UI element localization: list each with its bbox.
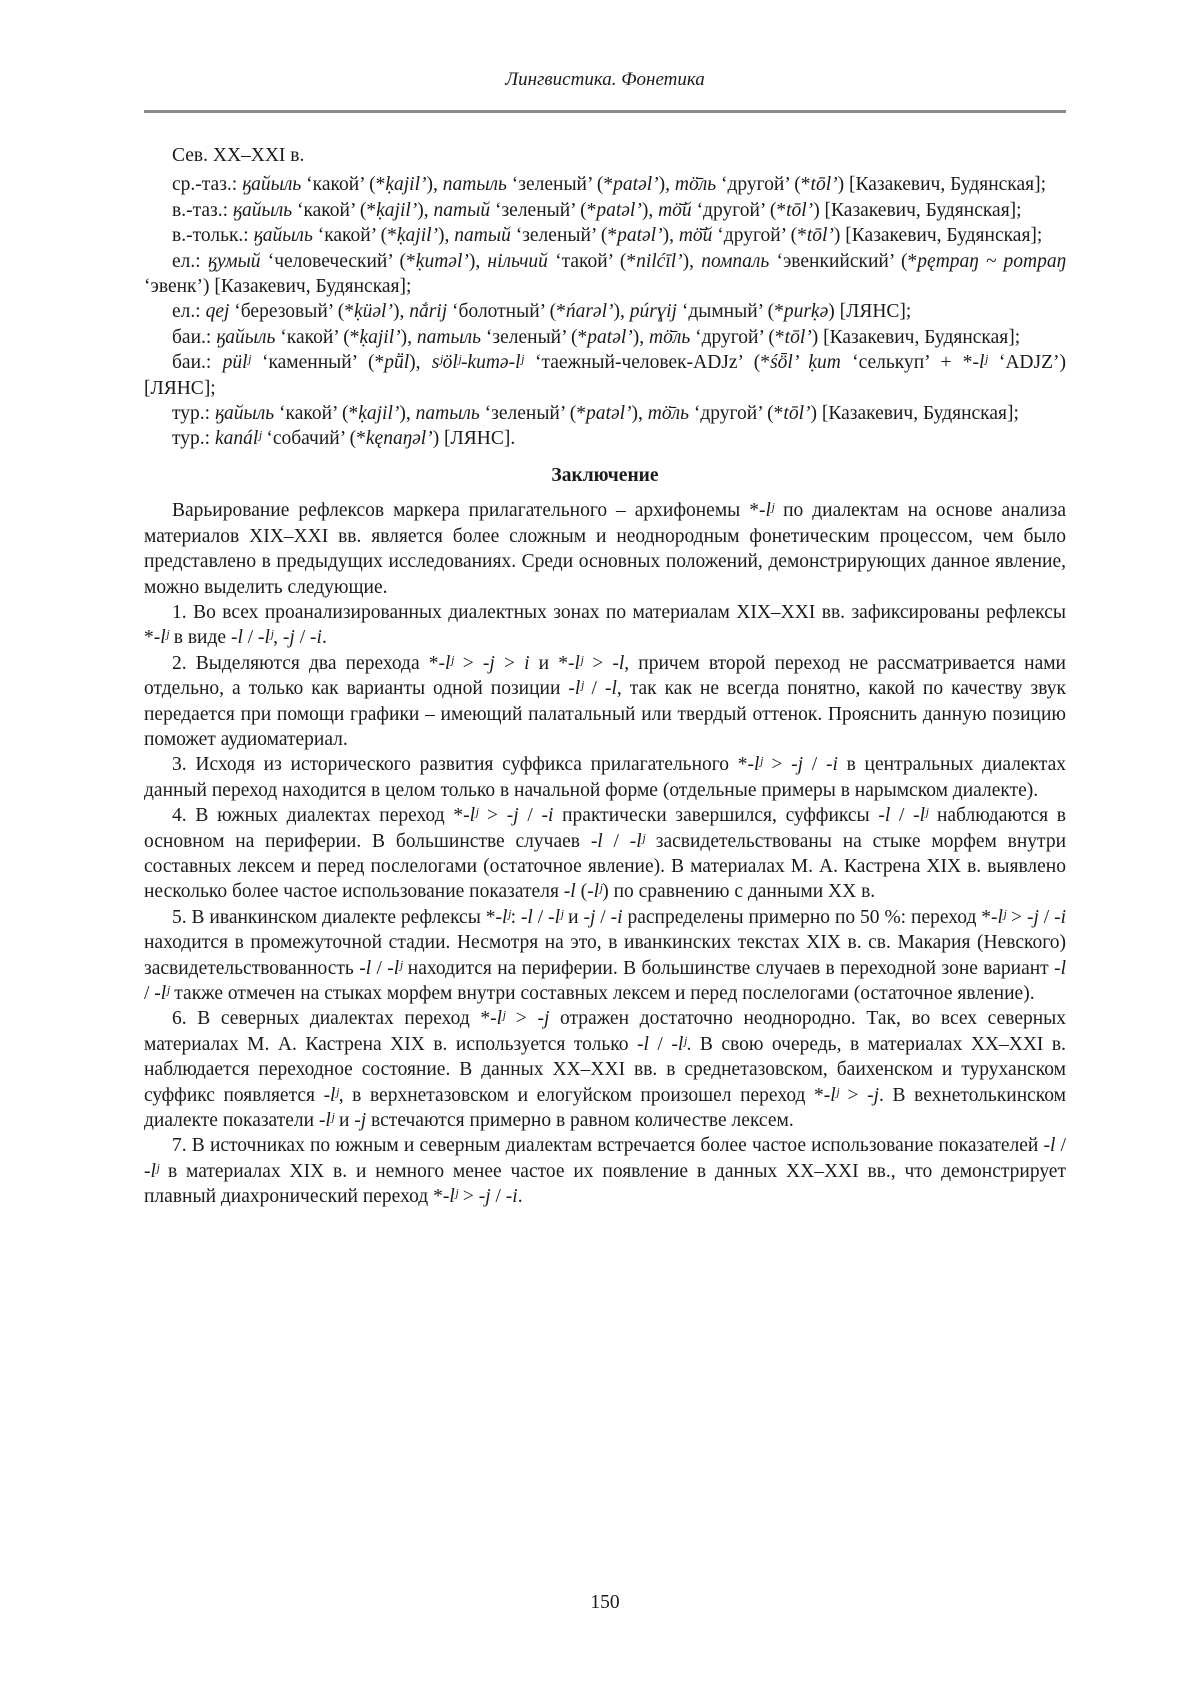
italic-term: -l xyxy=(230,627,243,649)
italic-term: -l xyxy=(612,652,625,674)
text-run: ), xyxy=(392,301,410,323)
text-run: ‘какой’ (* xyxy=(312,225,397,247)
text-run: , xyxy=(273,627,283,649)
italic-term: qej xyxy=(205,301,230,323)
italic-term: -j xyxy=(1026,906,1039,928)
text-run: ), xyxy=(658,174,675,196)
italic-term: тӧ̄й xyxy=(658,199,692,221)
italic-term: патый xyxy=(433,199,491,221)
italic-term: -l xyxy=(604,678,617,700)
text-run: ), xyxy=(409,352,432,374)
text-run: ‘таежный-человек-ADJz’ (* xyxy=(523,352,771,374)
italic-term: -l xyxy=(878,805,891,827)
italic-term: lʲ xyxy=(830,1084,839,1106)
conclusion-heading: Заключение xyxy=(551,464,659,486)
text-run: , причем второй переход не рассматривается нами отдельно, а только как варианты одной позиции xyxy=(144,652,1066,700)
text-run: / xyxy=(1038,906,1055,928)
text-run: 3. Исходя из исторического развития суффикса прилагательного *- xyxy=(172,754,754,776)
italic-term: -l xyxy=(1043,1135,1056,1157)
conclusion-paragraph xyxy=(144,905,1066,1007)
text-run: ‘селькуп’ + *- xyxy=(840,352,979,374)
text-run: и xyxy=(563,906,584,928)
text-run: в материалах XIX в. и немного менее частое их появление в данных XX–XXI вв., что демонстрирует плавный диахронический переход *- xyxy=(144,1160,1066,1208)
text-run: ‘зеленый’ (* xyxy=(490,199,597,221)
italic-term: -j xyxy=(867,1084,880,1106)
text-run: ) [Казакевич, Будянская]; xyxy=(813,199,1022,221)
text-run: ) [Казакевич, Будянская]; xyxy=(810,403,1019,425)
example-line xyxy=(144,350,1066,401)
text-run: ‘ADJZ’) [ЛЯНС]; xyxy=(144,352,1066,399)
italic-term: lʲ xyxy=(496,1008,506,1030)
text-run: / xyxy=(602,830,630,852)
text-run: / xyxy=(648,1033,672,1055)
text-run: ( xyxy=(575,881,588,903)
italic-term: pęmpaŋ ~ ротраŋ xyxy=(917,250,1067,272)
italic-term: -l xyxy=(359,957,372,979)
text-run: находится в промежуточной стадии. Несмотря на это, в иванкинских текстах XIX в. св. Макария (Невского) засвидетельствованность xyxy=(144,932,1066,979)
italic-term: -j xyxy=(482,652,495,674)
italic-term: -l xyxy=(1054,957,1066,979)
italic-term: púrɣij xyxy=(629,301,677,323)
text-run: > xyxy=(453,652,483,674)
text-run: ‘человеческий’ (* xyxy=(260,250,416,272)
text-run: 6. В северных диалектах переход *- xyxy=(172,1008,497,1030)
example-line xyxy=(144,401,1066,426)
italic-term: lʲ xyxy=(160,627,169,649)
running-header: Лингвистика. Фонетика xyxy=(505,69,705,90)
text-run: ‘другой’ (* xyxy=(691,199,787,221)
italic-term: -lʲ xyxy=(387,957,403,979)
italic-term: śȫl’ ḳum xyxy=(770,352,841,374)
italic-term: нільчий xyxy=(487,250,548,272)
italic-term: -lʲ xyxy=(323,1084,339,1106)
text-run: ср.-таз.: xyxy=(172,174,243,196)
text-run: > xyxy=(457,1186,479,1208)
text-run: ) [Казакевич, Будянская]; xyxy=(811,326,1021,348)
text-run: ) [ЛЯНС]; xyxy=(828,301,912,323)
text-run: ), xyxy=(400,326,417,348)
italic-term: pülʲ xyxy=(222,352,251,374)
italic-term: i xyxy=(524,652,530,674)
text-run: Варьирование рефлексов маркера прилагательного – архифонемы *- xyxy=(172,500,766,522)
text-run: по диалектам на основе анализа материалов XIX–XXI вв. является более сложным и неоднородным фонетическим процессом, чем было представлено в предыдущих исследованиях. Среди основных положений, демонстрирующих данное явление, можно выделить следующие. xyxy=(144,500,1066,598)
text-run: распределены примерно по 50 %: переход *- xyxy=(622,906,998,928)
text-run: ел.: xyxy=(172,250,208,272)
text-run: 2. Выделяются два перехода *- xyxy=(172,652,445,674)
italic-term: -l xyxy=(520,906,533,928)
text-run: ‘каменный’ (* xyxy=(250,352,385,374)
text-run: . xyxy=(321,627,327,649)
italic-term: -l xyxy=(637,1033,649,1055)
italic-term: patəl’ xyxy=(613,174,659,196)
italic-term: nắrij xyxy=(409,301,448,323)
text-run: баи.: xyxy=(172,326,217,348)
italic-term: патыль xyxy=(415,403,480,425)
text-run: ), xyxy=(426,174,443,196)
text-run: находится на периферии. В большинстве случаев в переходной зоне вариант xyxy=(402,957,1055,979)
italic-term: -lʲ xyxy=(671,1033,687,1055)
example-line xyxy=(144,299,1066,324)
text-run: / xyxy=(803,754,826,776)
italic-term: помпаль xyxy=(701,250,770,272)
italic-term: ḳuməl’ xyxy=(415,250,469,272)
text-run: 4. В южных диалектах переход *- xyxy=(172,805,470,827)
text-run: наблюдаются в основном на периферии. В большинстве случаев xyxy=(144,805,1066,852)
italic-term: nilćīl’ xyxy=(636,250,683,272)
text-run: ‘зеленый’ (* xyxy=(506,174,614,196)
italic-term: -lʲ xyxy=(587,881,603,903)
text-run: 1. Во всех проанализированных диалектных зонах по материалам XIX–XXI вв. зафиксированы рефлексы *- xyxy=(144,601,1066,649)
text-run: > xyxy=(838,1084,868,1106)
text-run: . В свою очередь, в материалах XX–XXI в. наблюдается переходное состояние. В данных XX–XXI вв. в среднетазовском, баихенском и туруханском суффикс появляется xyxy=(144,1033,1066,1106)
example-line xyxy=(144,223,1066,248)
header-rule xyxy=(144,110,1066,113)
italic-term: ḳüəl’ xyxy=(353,301,393,323)
text-run: ‘какой’ (* xyxy=(275,326,360,348)
italic-term: ӄайыль xyxy=(253,225,313,247)
text-run: > xyxy=(494,652,525,674)
text-run: ), xyxy=(399,403,416,425)
page-number: 150 xyxy=(590,1592,620,1613)
text-run: ), xyxy=(682,250,702,272)
italic-term: tōl’ xyxy=(786,199,814,221)
text-run: ), xyxy=(468,250,488,272)
italic-term: -lʲ xyxy=(318,1110,335,1132)
text-run: ‘какой’ (* xyxy=(292,199,377,221)
conclusion-paragraph xyxy=(144,651,1066,753)
text-run: ), xyxy=(417,199,434,221)
italic-term: ńarəl’ xyxy=(565,301,614,323)
text-run: ), xyxy=(613,301,630,323)
text-run: тур.: xyxy=(172,428,215,450)
italic-term: lʲ xyxy=(574,652,584,674)
italic-term: patəl’ xyxy=(587,326,633,348)
text-run: , так как не всегда понятно, какой по качеству звук передается при помощи графики – имеющий палатальный или твердый оттенок. Прояснить данную позицию поможет аудиоматериал. xyxy=(144,678,1067,750)
text-run: ) [ЛЯНС]. xyxy=(432,428,516,450)
text-run: : xyxy=(510,906,521,928)
italic-term: тӧ̄ль xyxy=(674,174,717,196)
text-run: ), xyxy=(632,326,650,348)
text-run: встечаются примерно в равном количестве лексем. xyxy=(366,1110,794,1132)
italic-term: patəl’ xyxy=(596,199,642,221)
text-run: ), xyxy=(438,225,455,247)
italic-term: tōl’ xyxy=(783,403,811,425)
italic-term: ḳajil’ xyxy=(376,199,418,221)
text-run: ‘болотный’ (* xyxy=(447,301,566,323)
italic-term: тӧ̄й xyxy=(678,225,713,247)
text-run: / xyxy=(294,627,311,649)
italic-term: lʲ xyxy=(997,906,1007,928)
text-run: в.-таз.: xyxy=(172,199,233,221)
example-line xyxy=(144,198,1066,223)
text-run: тур.: xyxy=(172,403,215,425)
italic-term: -lʲ xyxy=(913,805,929,827)
italic-term: lʲ xyxy=(445,652,454,674)
text-run: / xyxy=(583,678,605,700)
conclusion-paragraph xyxy=(144,498,1066,600)
page-body xyxy=(144,143,1066,1210)
italic-term: ḳajil’ xyxy=(358,403,400,425)
italic-term: lʲ xyxy=(469,805,479,827)
italic-term: патыль xyxy=(442,174,507,196)
italic-term: ḳajil’ xyxy=(359,326,401,348)
example-line xyxy=(144,325,1066,350)
italic-term: -lʲ xyxy=(258,627,274,649)
text-run: ) [Казакевич, Будянская]; xyxy=(837,174,1047,196)
text-run: . В вехнетолькинском диалекте показатели xyxy=(144,1084,1067,1132)
text-run: ел.: xyxy=(172,301,206,323)
text-run: ‘зеленый’ (* xyxy=(481,326,588,348)
text-run: ‘другой’ (* xyxy=(716,174,811,196)
text-run: / xyxy=(518,805,542,827)
example-line xyxy=(144,172,1066,197)
text-run: в.-тольк.: xyxy=(172,225,254,247)
italic-term: патыль xyxy=(416,326,482,348)
italic-term: purḳə xyxy=(783,301,829,323)
text-run: > xyxy=(1006,906,1027,928)
italic-term: -lʲ xyxy=(144,1160,160,1182)
italic-term: -i xyxy=(825,754,838,776)
text-run: > xyxy=(505,1008,538,1030)
conclusion-paragraph xyxy=(144,1006,1066,1133)
text-run: ) по сравнению с данными XX в. xyxy=(602,881,876,903)
text-run: в центральных диалектах данный переход находится в целом только в начальной форме (отдельные примеры в нарымском диалекте). xyxy=(144,754,1067,801)
italic-term: -i xyxy=(1054,906,1067,928)
italic-term: kęnaŋəl’ xyxy=(365,428,433,450)
example-line xyxy=(144,426,1066,451)
text-run: ‘дымный’ (* xyxy=(676,301,784,323)
conclusion-paragraph xyxy=(144,752,1066,803)
italic-term: lʲ xyxy=(978,352,988,374)
italic-term: -j xyxy=(537,1008,550,1030)
italic-term: -lʲ xyxy=(568,678,584,700)
conclusion-paragraph xyxy=(144,803,1066,905)
example-list xyxy=(144,172,1066,451)
italic-term: tōl’ xyxy=(784,326,812,348)
text-run: отражен достаточно неоднородно. Так, во всех северных материалах М. А. Кастрена XIX в. используется только xyxy=(144,1008,1067,1055)
italic-term: ḳajil’ xyxy=(396,225,439,247)
text-run: ‘другой’ (* xyxy=(712,225,807,247)
italic-term: -lʲ xyxy=(629,830,645,852)
italic-term: pṻl xyxy=(384,352,410,374)
text-run: / xyxy=(532,906,549,928)
text-run: ‘эвенкийский’ (* xyxy=(769,250,918,272)
conclusion-section xyxy=(144,498,1066,1209)
italic-term: patəl’ xyxy=(586,403,632,425)
italic-term: lʲ xyxy=(754,754,763,776)
italic-term: -i xyxy=(310,627,322,649)
italic-term: патый xyxy=(454,225,511,247)
italic-term: lʲ xyxy=(449,1186,458,1208)
text-run: ‘березовый’ (* xyxy=(229,301,354,323)
text-run: ‘такой’ (* xyxy=(547,250,637,272)
italic-term: тӧ̄ль xyxy=(647,403,689,425)
italic-term: sʲölʲ-kumə-lʲ xyxy=(431,352,524,374)
text-run: , в верхнетазовском и елогуйском произошел переход *- xyxy=(338,1084,831,1106)
italic-term: -j xyxy=(791,754,804,776)
text-run: ) [Казакевич, Будянская]; xyxy=(833,225,1043,247)
text-run: ), xyxy=(641,199,659,221)
italic-term: тӧ̄ль xyxy=(649,326,691,348)
text-run: / xyxy=(595,906,611,928)
text-run: ‘другой’ (* xyxy=(690,326,785,348)
text-run: ‘эвенк’) [Казакевич, Будянская]; xyxy=(144,276,412,298)
italic-term: -j xyxy=(478,1186,491,1208)
section-label: Сев. XX–XXI в. xyxy=(172,145,305,166)
conclusion-paragraph xyxy=(144,1133,1066,1209)
text-run: ‘какой’ (* xyxy=(301,174,386,196)
italic-term: -j xyxy=(354,1110,367,1132)
text-run: и *- xyxy=(529,652,575,674)
italic-term: -l xyxy=(590,830,603,852)
text-run: ‘другой’ (* xyxy=(689,403,784,425)
text-run: / xyxy=(371,957,388,979)
italic-term: ӄайыль xyxy=(216,326,276,348)
text-run: ‘зеленый’ (* xyxy=(479,403,587,425)
italic-term: -j xyxy=(506,805,519,827)
italic-term: ӄайыль xyxy=(242,174,302,196)
text-run: > xyxy=(762,754,792,776)
text-run: > xyxy=(478,805,507,827)
text-run: ), xyxy=(662,225,679,247)
text-run: и xyxy=(334,1110,355,1132)
italic-term: ӄайыль xyxy=(214,403,275,425)
text-run: 7. В источниках по южным и северным диалектам встречается более частое использование показателей xyxy=(172,1135,1044,1157)
italic-term: -i xyxy=(610,906,623,928)
italic-term: -l xyxy=(563,881,576,903)
italic-term: tōl’ xyxy=(806,225,834,247)
italic-term: kanálʲ xyxy=(214,428,262,450)
text-run: / xyxy=(144,983,155,1004)
text-run: практически завершился, суффиксы xyxy=(553,805,879,827)
italic-term: -lʲ xyxy=(154,983,170,1004)
italic-term: ӄумый xyxy=(207,250,261,272)
italic-term: -lʲ xyxy=(548,906,564,928)
italic-term: -j xyxy=(282,627,295,649)
text-run: / xyxy=(242,627,259,649)
text-run: / xyxy=(1055,1135,1067,1157)
conclusion-paragraph xyxy=(144,600,1066,651)
text-run: / xyxy=(490,1186,506,1208)
text-run: также отмечен на стыках морфем внутри составных лексем и перед послелогами (остаточное явление). xyxy=(169,983,1035,1004)
italic-term: -i xyxy=(541,805,554,827)
text-run: баи.: xyxy=(172,352,223,374)
text-run: ‘собачий’ (* xyxy=(261,428,366,450)
italic-term: -i xyxy=(505,1186,518,1208)
text-run: ‘какой’ (* xyxy=(274,403,359,425)
text-run: в виде xyxy=(168,627,231,649)
text-run: > xyxy=(583,652,613,674)
italic-term: ḳajil’ xyxy=(385,174,427,196)
text-run: 5. В иванкинском диалекте рефлексы *- xyxy=(172,906,502,928)
italic-term: patəl’ xyxy=(617,225,663,247)
italic-term: ӄайыль xyxy=(232,199,293,221)
example-line xyxy=(144,249,1066,300)
italic-term: lʲ xyxy=(765,500,775,522)
text-run: ‘зеленый’ (* xyxy=(510,225,618,247)
text-run: . xyxy=(517,1186,523,1208)
italic-term: tōl’ xyxy=(810,174,838,196)
italic-term: lʲ xyxy=(501,906,511,928)
text-run: ), xyxy=(631,403,648,425)
text-run: / xyxy=(890,805,914,827)
italic-term: -j xyxy=(583,906,596,928)
text-run: засвидетельствованы на стыке морфем внутри составных лексем и перед послелогами (остаточное явление). В материалах М. А. Кастрена XIX в. выявлено несколько более частое использование показателя xyxy=(144,830,1066,903)
